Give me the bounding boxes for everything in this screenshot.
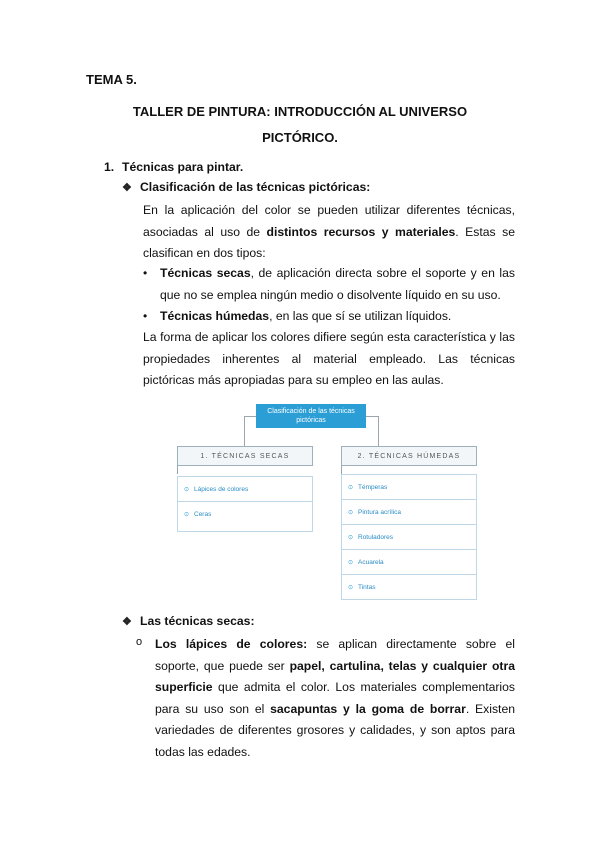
document-title-line2: PICTÓRICO. <box>262 130 338 145</box>
diagram-connector <box>244 416 256 417</box>
diagram-list-dry <box>177 476 313 532</box>
document-tema-heading: TEMA 5. <box>86 72 137 87</box>
circle-outline-bullet-icon: o <box>136 636 143 648</box>
item-text: se aplican directamente sobre el soporte, que puede ser <box>155 637 515 673</box>
diagram-list-wet <box>341 474 477 600</box>
diagram-column-head-dry: 1. TÉCNICAS SECAS <box>177 446 313 466</box>
diagram-list-item: ⊙ Acuarela <box>342 550 476 575</box>
diamond-bullet-icon: ❖ <box>122 182 132 194</box>
bullet-text: , en las que sí se utilizan líquidos. <box>269 309 452 323</box>
diagram-list-item: ⊙ Ceras <box>178 502 312 527</box>
circle-bullet-icon: ⊙ <box>184 512 190 518</box>
item-text: que admita el color. Los materiales complementarios para su uso son el <box>155 680 515 716</box>
diagram-list-item: ⊙ Tintas <box>342 575 476 600</box>
circle-bullet-icon: ⊙ <box>184 487 190 493</box>
bullet-text: , de aplicación directa sobre el soporte y en las que no se emplea ningún medio o disolvente líquido en su uso. <box>160 266 515 302</box>
paragraph-text: En la aplicación del color se pueden utilizar diferentes técnicas, asociadas al uso de <box>143 203 515 239</box>
paragraph-text: . Estas se clasifican en dos tipos: <box>143 224 515 260</box>
section-label: Técnicas para pintar. <box>122 160 244 174</box>
diagram-list-item: ⊙ Rotuladores <box>342 525 476 550</box>
item-bold-text: Los lápices de colores: <box>155 637 308 651</box>
item-bold-text: papel, cartulina, telas y cualquier otra superficie <box>155 658 515 694</box>
bullet-bold-text: Técnicas secas <box>160 266 251 280</box>
item-text: . Existen variedades de diferentes grosores y calidades, y son aptos para todas las edades. <box>155 701 515 759</box>
diagram-list-item: ⊙ Témperas <box>342 475 476 500</box>
diagram-connector <box>378 416 379 446</box>
bullet-item <box>143 263 515 306</box>
paragraph-bold-text: distintos recursos y materiales <box>266 224 456 239</box>
circle-bullet-icon: ⊙ <box>348 535 354 541</box>
paragraph-forms: La forma de aplicar los colores difiere según esta característica y las propiedades inherentes al material empleado. Las técnicas pictóricas más apropiadas para su empleo en las aulas. <box>143 330 515 387</box>
classification-diagram <box>150 400 480 600</box>
subsection-heading-dry <box>122 614 255 628</box>
diagram-list-item: ⊙ Pintura acrílica <box>342 500 476 525</box>
section-heading <box>104 160 243 174</box>
circle-bullet-icon: ⊙ <box>348 560 354 566</box>
item-bold-text: sacapuntas y la goma de borrar <box>270 701 466 716</box>
subsection-label: Clasificación de las técnicas pictóricas: <box>140 180 371 194</box>
diagram-title: Clasificación de las técnicas pictóricas <box>256 404 366 428</box>
subsection-label: Las técnicas secas: <box>140 614 255 628</box>
diagram-connector <box>177 466 178 474</box>
diagram-connector <box>366 416 378 417</box>
bullet-bold-text: Técnicas húmedas <box>160 309 270 323</box>
section-number: 1. <box>104 160 115 174</box>
diagram-connector <box>244 416 245 446</box>
diagram-connector <box>341 466 342 474</box>
dry-technique-item <box>155 634 515 763</box>
document-title-line1: TALLER DE PINTURA: INTRODUCCIÓN AL UNIVERSO <box>132 104 468 119</box>
paragraph-intro <box>143 200 515 265</box>
bullet-dot-icon: • <box>143 266 148 280</box>
bullet-dot-icon: • <box>143 309 148 323</box>
circle-bullet-icon: ⊙ <box>348 485 354 491</box>
circle-bullet-icon: ⊙ <box>348 585 354 591</box>
bullet-item <box>143 306 515 328</box>
circle-bullet-icon: ⊙ <box>348 510 354 516</box>
diagram-list-item: ⊙ Lápices de colores <box>178 477 312 502</box>
diagram-column-head-wet: 2. TÉCNICAS HÚMEDAS <box>341 446 477 466</box>
diamond-bullet-icon: ❖ <box>122 616 132 628</box>
subsection-heading <box>122 180 370 194</box>
